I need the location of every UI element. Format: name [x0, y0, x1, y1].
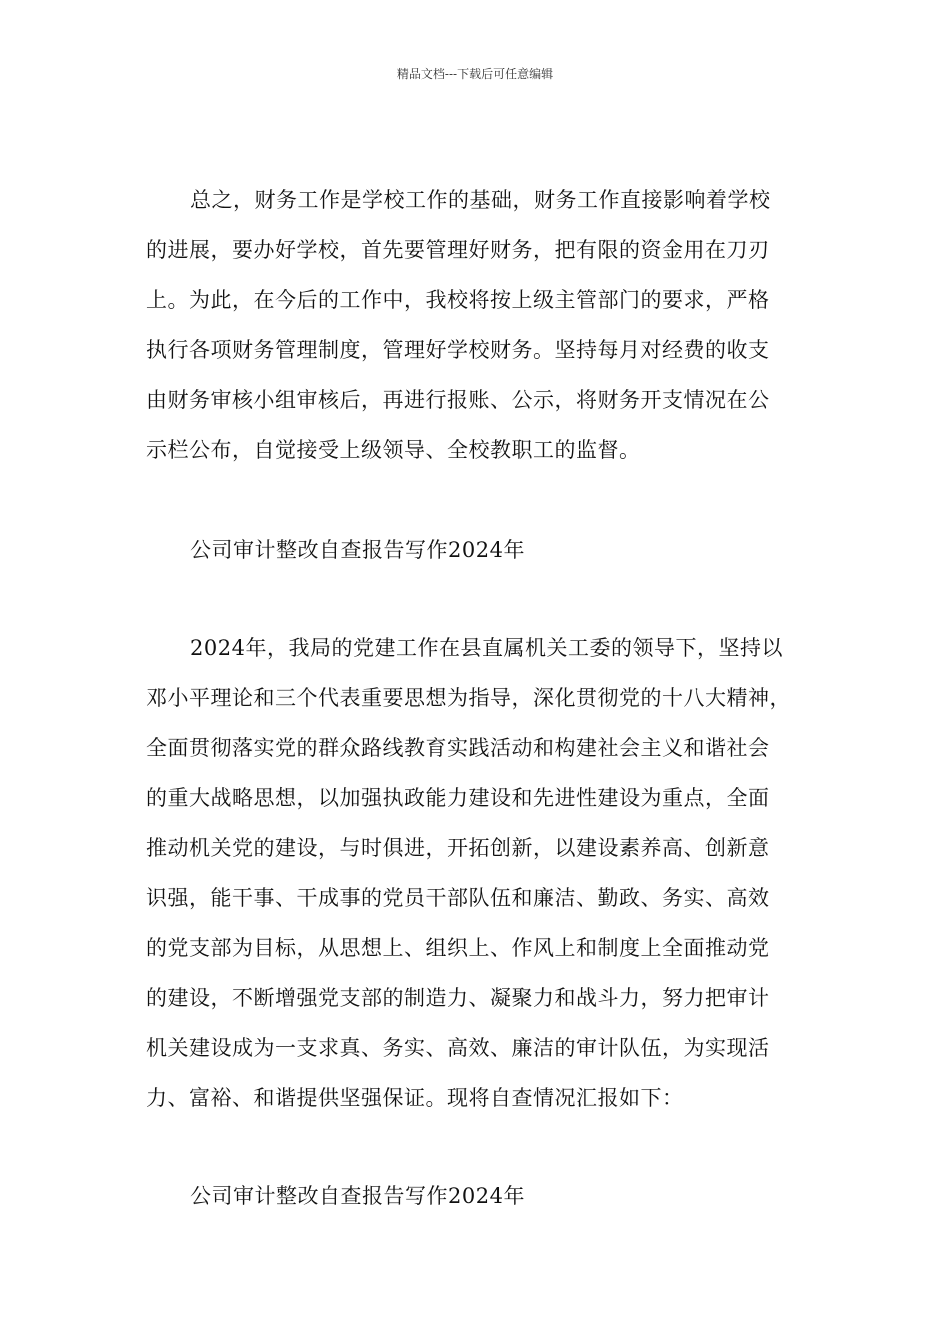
section-heading: 公司审计整改自查报告写作2024年: [190, 1184, 525, 1208]
paragraph-line: 机关建设成为一支求真、务实、高效、廉洁的审计队伍，为实现活: [146, 1036, 770, 1060]
paragraph-line: 示栏公布，自觉接受上级领导、全校教职工的监督。: [146, 438, 641, 462]
paragraph-line: 上。为此，在今后的工作中，我校将按上级主管部门的要求，严格: [146, 288, 770, 312]
paragraph-line: 的进展，要办好学校，首先要管理好财务，把有限的资金用在刀刃: [146, 238, 770, 262]
paragraph-line: 力、富裕、和谐提供坚强保证。现将自查情况汇报如下：: [146, 1086, 684, 1110]
paragraph-line: 的建设，不断增强党支部的制造力、凝聚力和战斗力，努力把审计: [146, 986, 770, 1010]
paragraph-line: 2024年，我局的党建工作在县直属机关工委的领导下，坚持以: [190, 636, 783, 660]
paragraph-line: 邓小平理论和三个代表重要思想为指导，深化贯彻党的十八大精神，: [146, 686, 791, 710]
paragraph-line: 识强，能干事、干成事的党员干部队伍和廉洁、勤政、务实、高效: [146, 886, 770, 910]
paragraph-line: 由财务审核小组审核后，再进行报账、公示，将财务开支情况在公: [146, 388, 770, 412]
paragraph-line: 的重大战略思想，以加强执政能力建设和先进性建设为重点，全面: [146, 786, 770, 810]
paragraph-line: 执行各项财务管理制度，管理好学校财务。坚持每月对经费的收支: [146, 338, 770, 362]
page-header: 精品文档---下载后可任意编辑: [396, 67, 554, 81]
paragraph-line: 推动机关党的建设，与时俱进，开拓创新，以建设素养高、创新意: [146, 836, 770, 860]
paragraph-line: 全面贯彻落实党的群众路线教育实践活动和构建社会主义和谐社会: [146, 736, 770, 760]
section-heading: 公司审计整改自查报告写作2024年: [190, 538, 525, 562]
paragraph-line: 总之，财务工作是学校工作的基础，财务工作直接影响着学校: [190, 188, 771, 212]
paragraph-line: 的党支部为目标，从思想上、组织上、作风上和制度上全面推动党: [146, 936, 770, 960]
